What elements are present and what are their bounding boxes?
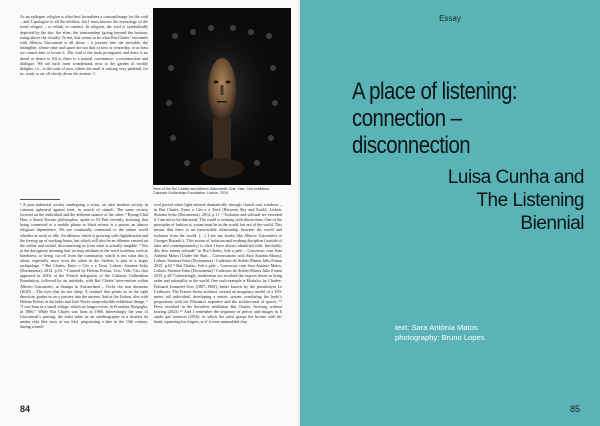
subtitle-line: Biennial xyxy=(520,213,584,234)
sculpture-photo xyxy=(153,8,291,185)
article-subtitle xyxy=(324,166,584,235)
right-page xyxy=(300,0,600,426)
credit-photo: photography: Bruno Lopes xyxy=(395,333,485,342)
page-number-right: 85 xyxy=(569,404,580,414)
title-line: connection – xyxy=(352,105,462,132)
subtitle-line: The Listening xyxy=(476,190,584,211)
section-label: Essay xyxy=(439,14,461,23)
credits xyxy=(395,323,485,343)
footnotes-right-column: eval period when light entered dramatically through church rose windows – in Rui Chafes, Entre o Céu e a Terra [Between Sky and Earth], Lisbon: Sistema Solar (Documenta), 2014, p.11 ⁷ “Isolation and solitude are essential if I am not to be distracted. The world is teeming with distractions. One of the principles of fashion is: a man must be in the world, but not of the world. This means that there is an inextricable relationship between the world and isolation from the world. (…) I see my studio like Alberto Giacometti or Georges Rouault’s. This notion of isolation and working discipline (outside of time and contemporaneity) is what I have always identified with. Inevitably, this also means solitude” in Rui Chafes, Sob a pele – Conversas com Sara Antónia Matos [Under the Skin – Conversations with Sara Antónia Matos], Lisbon: Sistema Solar (Documenta) / Cadernos do Atelier-Museu Júlio Pomar 2015, p.63 ⁸ Rui Chafes, Sob a pele – Conversas com Sara Antónia Matos, Lisbon: Sistema Solar (Documenta) / Cadernos do Atelier-Museu Júlio Pomar 2015, p.28 ⁹ Interestingly, modernism are ascribed the express desire to bring order and rationality to the world. One such example is Modulor, by Charles-Édouard Jeanneret-Gris (1887–1965), better known by the pseudonym Le Corbusier. The Franco-Swiss architect created an imaginary model of a 183-metre tall individual, developing a metric system correlating the body’s proportions with the Fibonacci sequence and the architectural of spaces. ¹⁰ Piece revisited in the Serralves exhibition Rui Chafes: Arriving without leaving (2023) ¹¹ And I remember the sequence of pieces and images in E ainda que comecas (2016), in which the artist grasps the bronze with his hand, squeezing his fingers, as if it were unmoulded clay. xyxy=(154,202,282,325)
title-line: A place of listening: xyxy=(352,78,518,105)
title-line: disconnection xyxy=(352,132,471,159)
footnotes-left-column: ¹ A post-industrial society undergoing a crisis, an alert modern society in constant upheaval against time, in search of stimuli. The same society focused on the individual and the different nuance of the other. ² Byung-Chul Han, a South Korean philosopher, spoke to El País recently, stressing that being connected to a mobile phone or black mirror is a prison, an almost religious dependence. We are continually connected to the online world whether at work or idle. An idleness which is growing with digitalisation and the freeing up of working hours, but which will also be an idleness centred on the online and virtual, disconnecting us from what is actually tangible. ³ Not in the derogatory meaning that we may attribute to the word isolation, such as loneliness, or being cut off from the community, which is not what this is about, especially since even the silent in the Ateliers is part of a larger archipelago. ⁴ Rui Chafes, Entre o Céu e a Terra, Lisbon: Sistema Solar (Documenta), 2014, p.53. ⁵ Curated by Helena Freitas, Gris, Vide, Cris first appeared in 2018, at the French delegation of the Calouste Gulbenkian Foundation, followed by an interlude, with Rui Chafes’ intervention within Alberto Giacometti, at Stampa in Switzerland – Occhi che non dormono (2020) – The eyes that do not sleep. A sentinel that points us in the right direction, guides us on a journey into the unseen. And at the Lisbon, also with Helena Freitas at the helm and José Neves irreproducible exhibition design. ⁶ “I was born in a small village, which no longer exists, in Fronteira, Bregaglia, in 1866.” While Rui Chafes was born in 1966. Interestingly the year of Giacometti’s passing, the artist takes us an autobiography in a história da minha vida [the story of my life], pinpointing a date in the 13th century, during a medi- xyxy=(20,202,148,330)
page-number-left: 84 xyxy=(20,404,31,414)
sculpture-face-image xyxy=(153,8,291,185)
intro-paragraph: As an epilogue, religion is what best formulates a concept/image for the void – and I apologise to all the nihilists, but I must borrow the etymology of the word religare – to relink, to connect. In religion, the void is symbolically depicted by the sky: the ether, the transcendent (going beyond the horizon, rising above the clouds). To me, this seems to be what Rui Chafes’ encounter with Alberto Giacometti is all about – a journey into the invisible, the intangible, whose time and space are not that of now or yesterday, or at least we cannot date or locate it. The void is the main protagonist and there is no dread or desire to fill it; there is a natural coexistence: a reconnection and dialogue. We are back from wonderland, now to the garden of earthly delights, i.e., to the rush of now, where the snail is waiting very patiently for us, ready to set off slowly down the avenue. // xyxy=(20,14,148,77)
photo-caption: View of the Rui Chafes and Alberto Giacometti: Gris, Vide, Cris exhibition, Calouste Gulbenkian Foundation, Lisbon, 2019. xyxy=(153,187,271,196)
article-title xyxy=(352,78,549,159)
credit-text: text: Sara Antónia Matos xyxy=(395,323,478,332)
subtitle-line: Luisa Cunha and xyxy=(447,167,584,188)
notes-divider xyxy=(20,199,60,200)
